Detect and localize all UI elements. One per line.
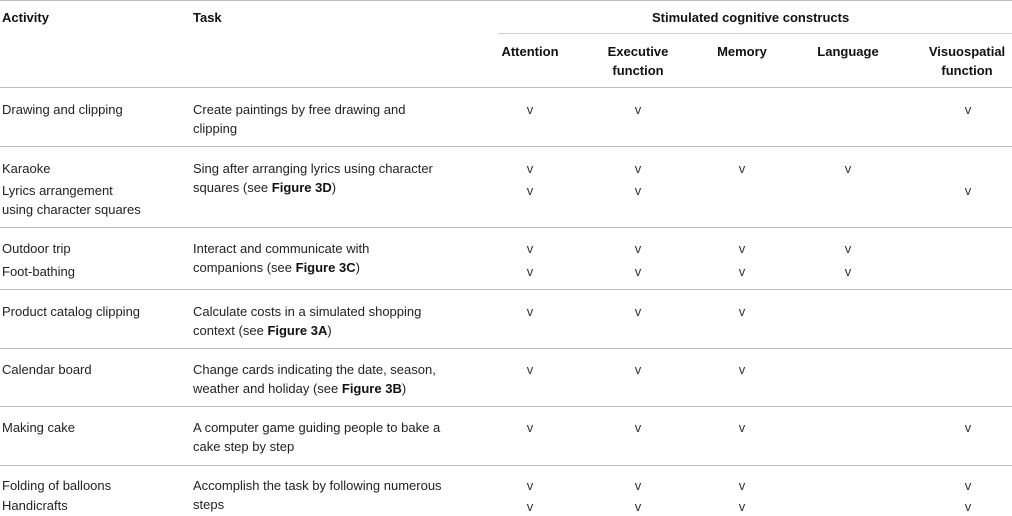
mark-executive: v [634,241,642,256]
header-bottom-rule [0,87,1012,88]
mark-executive: v [634,304,642,319]
task-cell-line1: A computer game guiding people to bake a [193,420,441,435]
mark-language: v [844,241,852,256]
mark-memory: v [738,241,746,256]
row-divider [0,465,1012,466]
mark-attention: v [526,241,534,256]
task-cell-line2: clipping [193,121,238,136]
mark-memory: v [738,362,746,377]
header-task: Task [193,10,222,25]
mark-memory: v [738,420,746,435]
task-cell-line2 [193,321,332,340]
mark-visuospatial: v [964,102,972,117]
mark-attention: v [526,183,534,198]
mark-memory: v [738,499,746,514]
header-activity: Activity [2,10,49,25]
mark-visuospatial: v [964,183,972,198]
row-divider [0,227,1012,228]
task-suffix: ) [327,323,332,338]
header-visuospatial-line1: Visuospatial [928,44,1006,59]
mark-memory: v [738,304,746,319]
table-top-rule [0,0,1012,1]
task-cell-line1: Create paintings by free drawing and [193,102,406,117]
mark-attention: v [526,102,534,117]
mark-executive: v [634,264,642,279]
task-cell-line1: Sing after arranging lyrics using character [193,161,433,176]
task-text: companions (see [193,260,296,275]
figure-reference: Figure 3A [267,323,328,338]
task-cell-line1: Accomplish the task by following numerous [193,478,442,493]
mark-attention: v [526,161,534,176]
activity-cell: Handicrafts [2,498,68,513]
task-text: weather and holiday (see [193,381,342,396]
mark-memory: v [738,478,746,493]
task-cell-line2: cake step by step [193,439,295,454]
figure-reference: Figure 3C [295,260,356,275]
activity-cell: Outdoor trip [2,241,71,256]
activity-cell: Making cake [2,420,75,435]
mark-attention: v [526,304,534,319]
mark-executive: v [634,102,642,117]
mark-memory: v [738,264,746,279]
task-cell-line1: Calculate costs in a simulated shopping [193,304,422,319]
mark-executive: v [634,499,642,514]
constructs-underline [498,33,1012,34]
task-text: context (see [193,323,268,338]
header-attention: Attention [501,44,559,59]
mark-attention: v [526,478,534,493]
header-memory: Memory [717,44,767,59]
figure-reference: Figure 3B [341,381,402,396]
mark-visuospatial: v [964,478,972,493]
mark-executive: v [634,420,642,435]
task-cell-line1: Interact and communicate with [193,241,370,256]
header-constructs: Stimulated cognitive constructs [652,10,850,25]
mark-language: v [844,264,852,279]
task-text: squares (see [193,180,272,195]
row-divider [0,289,1012,290]
figure-reference: Figure 3D [271,180,332,195]
mark-visuospatial: v [964,499,972,514]
task-cell-line2 [193,258,360,277]
mark-attention: v [526,499,534,514]
task-cell-line1: Change cards indicating the date, season, [193,362,436,377]
mark-visuospatial: v [964,420,972,435]
task-cell-line2 [193,379,406,398]
activity-cell: Foot-bathing [2,264,75,279]
mark-executive: v [634,478,642,493]
row-divider [0,146,1012,147]
activity-cell: Calendar board [2,362,92,377]
mark-memory: v [738,161,746,176]
activity-cell: Drawing and clipping [2,102,123,117]
row-divider [0,406,1012,407]
task-cell-line2 [193,178,336,197]
task-suffix: ) [331,180,337,195]
header-executive-line1: Executive [607,44,669,59]
task-suffix: ) [355,260,360,275]
activity-cell: Lyrics arrangement [2,183,113,198]
header-visuospatial-line2: function [941,63,993,78]
activity-cell: using character squares [2,202,141,217]
header-executive-line2: function [612,63,664,78]
mark-executive: v [634,161,642,176]
task-suffix: ) [401,381,407,396]
mark-executive: v [634,362,642,377]
mark-attention: v [526,362,534,377]
mark-attention: v [526,420,534,435]
activity-cell: Product catalog clipping [2,304,141,319]
mark-attention: v [526,264,534,279]
activity-cell: Karaoke [2,161,51,176]
row-divider [0,348,1012,349]
task-cell-line2: steps [193,497,225,512]
activity-cell: Folding of balloons [2,478,112,493]
mark-executive: v [634,183,642,198]
mark-language: v [844,161,852,176]
header-language: Language [817,44,879,59]
